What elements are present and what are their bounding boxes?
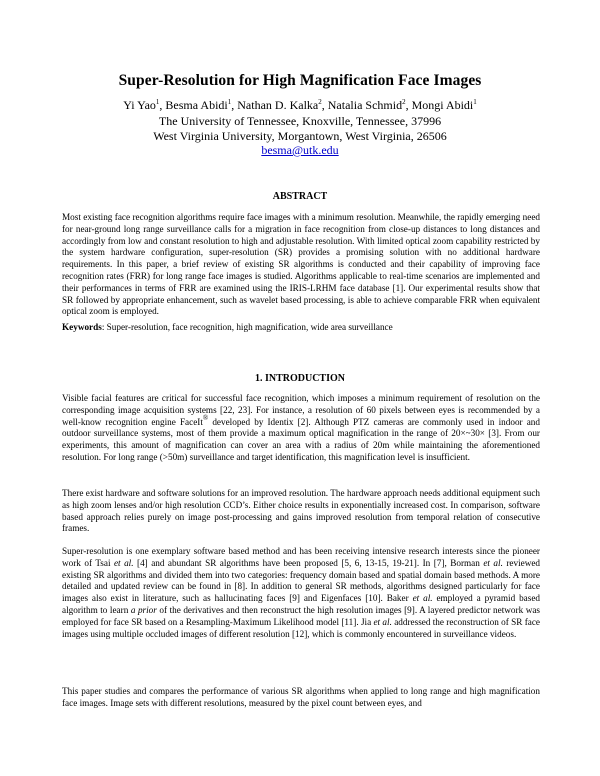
a-prior-italic: a prior [130,604,157,615]
affiliation-mark: 1 [155,98,160,106]
email-link[interactable]: besma@utk.edu [261,143,339,157]
et-al-italic: et al. [373,616,392,627]
affiliation-2: West Virginia University, Morgantown, West Virginia, 26506 [153,129,447,143]
affiliation-mark: 1 [227,98,232,106]
et-al-italic: et al. [412,593,433,604]
intro-paragraph-2: There exist hardware and software solutions for an improved resolution. The hardware approach needs additional equipment such as high zoom lenses and/or high resolution CCD’s. Either choice results in exponentially increased cost. In comparison, software based approach relies purely on image post-processing and gains improved resolution from temporal relation of consecutive frames. [62,488,540,534]
abstract-text: Most existing face recognition algorithms require face images with a minimum resolution. Meanwhile, the rapidly emerging need for near-ground long range surveillance calls for a migration in face recognition from close-up distances to long distances and accordingly from low and constant resolution to high and adjustable resolution. With limited optical zoom capability restricted by the system hardware configuration, super-resolution (SR) provides a promising solution with no additional hardware requirements. In this paper, a brief review of existing SR algorithms is conducted and their capability of improving face recognition rates (FRR) for long range face images is studied. Algorithms applicable to real-time scenarios are implemented and their performances in terms of FRR are examined using the IRIS-LRHM face database [1]. Our experimental results show that SR followed by appropriate enhancement, such as wavelet based processing, is able to achieve comparable FRR when equivalent optical zoom is employed. [62,212,540,317]
et-al-italic: et al. [483,557,503,568]
author-name: Yi Yao [123,98,156,112]
text-run: employed a pyramid based algorithm to learn [62,593,541,615]
et-al-italic: et al. [113,557,134,568]
text-run: Visible facial features are critical for successful face recognition, which imposes a minimum requirement of resolution on the corresponding image acquisition systems [22, 23]. For instance, a resolution of 60 pixels between eyes is recommended by a well-know recognition engine FaceIt [62,393,540,427]
abstract-heading: ABSTRACT [272,191,328,202]
email-line [0,143,600,158]
introduction-heading: 1. INTRODUCTION [254,373,345,384]
keywords-text: : Super-resolution, face recognition, high magnification, wide area surveillance [101,322,393,332]
registered-mark: ® [202,413,209,422]
text-run: of the derivatives and then reconstruct the high resolution images [9]. A layered predictor network was employed for face SR based on a Resampling-Maximum Likelihood model [11]. Jia [62,604,540,627]
text-run: addressed the reconstruction of SR face images using multiple occluded images of different resolution [12], which is commonly encountered in surveillance videos. [62,616,540,639]
author-name: Besma Abidi [165,98,228,112]
affiliation-1: The University of Tennessee, Knoxville, Tennessee, 37996 [158,114,442,128]
intro-paragraph-3 [62,546,540,640]
keywords-label: Keywords [62,322,102,332]
author-name: Nathan D. Kalka [237,98,319,112]
author-name: Mongi Abidi [411,98,474,112]
author-list: Yi Yao$^1$, Besma Abidi$^1$, Nathan D. Kalka$^2$, Natalia Schmid$^2$, Mongi Abidi$^1$ [123,98,477,112]
keywords-line [62,322,540,334]
affiliation-mark: 2 [402,98,406,106]
text-run: developed by Identix [2]. Although PTZ cameras are commonly used in indoor and outdoor surveillance systems, most of them provide a maximum optical magnification in the range of 20×~30× [3]. From our experiments, this amount of magnification can cover an area with a radius of 20m while maintaining the aforementioned resolution. For long range (>50m) surveillance and target identification, this magnification level is insufficient. [62,416,540,462]
intro-paragraph-1 [62,393,540,464]
affiliation-mark: 1 [473,98,477,106]
text-run: reviewed existing SR algorithms and divided them into two categories: frequency domain based and spatial domain based methods. A more detailed and updated review can be found in [8]. In addition to general SR methods, algorithms designed particularly for face images also exist in literature, such as hallucinating faces [9] and Eigenfaces [10]. Baker [62,557,541,604]
text-run: Super-resolution is one exemplary software based method and has been receiving intensive research interests since the pioneer work of Tsai [62,546,540,568]
affiliation-mark: 2 [318,98,322,106]
intro-paragraph-4: This paper studies and compares the performance of various SR algorithms when applied to long range and high magnification face images. Image sets with different resolutions, measured by the pixel count between eyes, and [62,686,540,708]
text-run: [4] and abundant SR algorithms have been proposed [5, 6, 13-15, 19-21]. In [7], Borman [133,557,484,568]
paper-title: Super-Resolution for High Magnification Face Images [118,72,482,89]
author-name: Natalia Schmid [327,98,403,112]
